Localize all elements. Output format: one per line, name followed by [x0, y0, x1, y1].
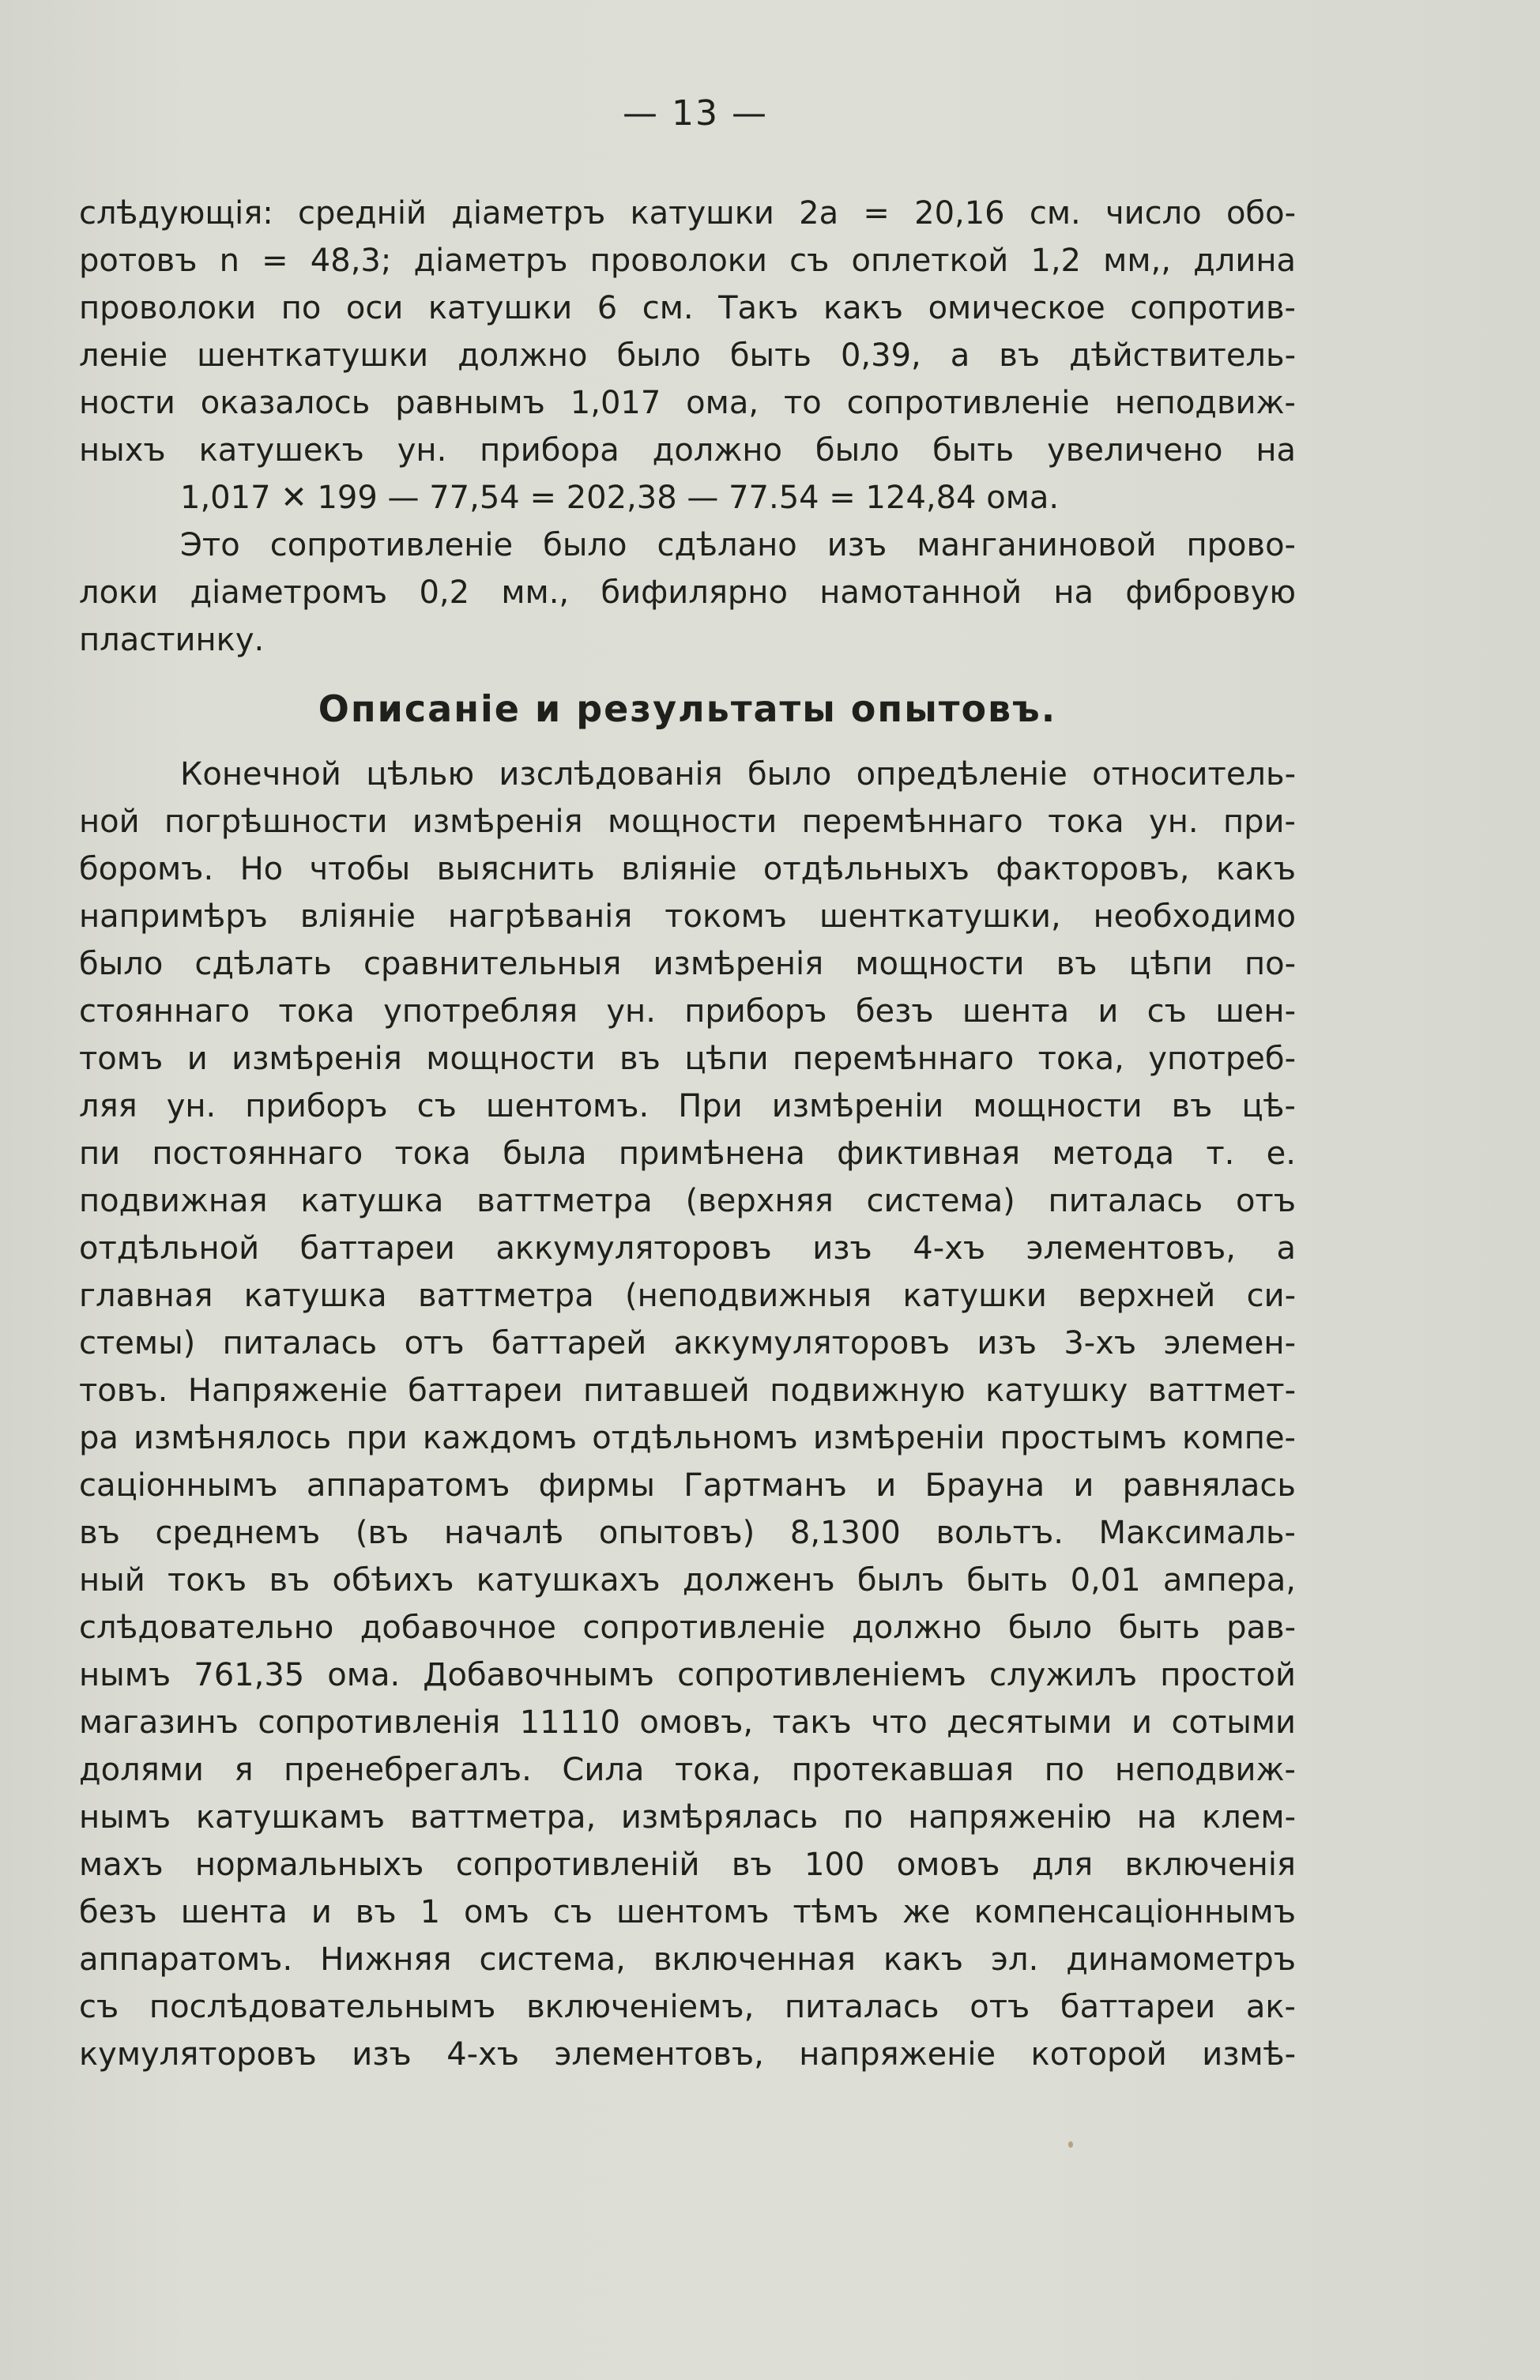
text-line: пи постояннаго тока была примѣнена фиктивная метода т. е. — [79, 1135, 1296, 1172]
text-line: съ послѣдовательнымъ включеніемъ, питалась отъ баттареи ак- — [79, 1989, 1296, 2025]
text-line: было сдѣлать сравнительныя измѣренія мощности въ цѣпи по- — [79, 946, 1296, 982]
text-line: стояннаго тока употребляя ун. приборъ безъ шента и съ шен- — [79, 993, 1296, 1030]
text-line: ра измѣнялось при каждомъ отдѣльномъ измѣреніи простымъ компе- — [79, 1420, 1296, 1456]
text-line: томъ и измѣренія мощности въ цѣпи перемѣннаго тока, употреб- — [79, 1041, 1296, 1077]
text-line: ности оказалось равнымъ 1,017 ома, то сопротивленіе неподвиж- — [79, 385, 1296, 421]
text-line: аппаратомъ. Нижняя система, включенная какъ эл. динамометръ — [79, 1941, 1296, 1978]
text-line: боромъ. Но чтобы выяснить вліяніе отдѣльныхъ факторовъ, какъ — [79, 851, 1296, 887]
text-line: ной погрѣшности измѣренія мощности перемѣннаго тока ун. при- — [79, 804, 1296, 840]
text-line: ный токъ въ обѣихъ катушкахъ долженъ былъ быть 0,01 ампера, — [79, 1562, 1296, 1599]
text-line: безъ шента и въ 1 омъ съ шентомъ тѣмъ же компенсаціоннымъ — [79, 1894, 1296, 1930]
text-line: леніе шенткатушки должно было быть 0,39, а въ дѣйствитель- — [79, 337, 1296, 374]
text-line: напримѣръ вліяніе нагрѣванія токомъ шенткатушки, необходимо — [79, 898, 1296, 935]
text-line: Конечной цѣлью изслѣдованія было опредѣленіе относитель- — [180, 756, 1296, 793]
text-line: кумуляторовъ изъ 4-хъ элементовъ, напряженіе которой измѣ- — [79, 2036, 1296, 2073]
text-line: отдѣльной баттареи аккумуляторовъ изъ 4-хъ элементовъ, а — [79, 1230, 1296, 1267]
text-line: въ среднемъ (въ началѣ опытовъ) 8,1300 вольтъ. Максималь- — [79, 1515, 1296, 1551]
paper-speck — [1068, 2141, 1073, 2148]
text-line: махъ нормальныхъ сопротивленій въ 100 омовъ для включенія — [79, 1847, 1296, 1883]
text-line: ротовъ n = 48,3; діаметръ проволоки съ оплеткой 1,2 мм,, длина — [79, 243, 1296, 279]
text-line: подвижная катушка ваттметра (верхняя система) питалась отъ — [79, 1183, 1296, 1219]
text-line: слѣдующія: средній діаметръ катушки 2a = 20,16 см. число обо- — [79, 195, 1296, 232]
text-line: долями я пренебрегалъ. Сила тока, протекавшая по неподвиж- — [79, 1752, 1296, 1788]
section-heading: Описаніе и результаты опытовъ. — [318, 687, 1057, 730]
text-line: проволоки по оси катушки 6 см. Такъ какъ омическое сопротив- — [79, 290, 1296, 326]
text-line: Это сопротивленіе было сдѣлано изъ манганиновой прово- — [180, 527, 1296, 563]
page-number: — 13 — — [623, 93, 768, 134]
text-line: нымъ 761,35 ома. Добавочнымъ сопротивленіемъ служилъ простой — [79, 1657, 1296, 1693]
text-line: главная катушка ваттметра (неподвижныя катушки верхней си- — [79, 1278, 1296, 1314]
text-line: стемы) питалась отъ баттарей аккумуляторовъ изъ 3-хъ элемен- — [79, 1325, 1296, 1361]
formula-line: 1,017 ✕ 199 — 77,54 = 202,38 — 77.54 = 124,84 ома. — [180, 480, 1060, 516]
text-line: пластинку. — [79, 622, 265, 658]
text-line: ныхъ катушекъ ун. прибора должно было быть увеличено на — [79, 432, 1296, 469]
text-line: товъ. Напряженіе баттареи питавшей подвижную катушку ваттмет- — [79, 1373, 1296, 1409]
text-line: ляя ун. приборъ съ шентомъ. При измѣреніи мощности въ цѣ- — [79, 1088, 1296, 1124]
paragraph-main — [79, 751, 1296, 2078]
text-line: слѣдовательно добавочное сопротивленіе должно было быть рав- — [79, 1610, 1296, 1646]
text-line: нымъ катушкамъ ваттметра, измѣрялась по напряженію на клем- — [79, 1799, 1296, 1836]
text-line: локи діаметромъ 0,2 мм., бифилярно намотанной на фибровую — [79, 574, 1296, 611]
text-line: саціоннымъ аппаратомъ фирмы Гартманъ и Брауна и равнялась — [79, 1467, 1296, 1504]
paragraph-intro — [79, 190, 1296, 664]
text-line: магазинъ сопротивленія 11110 омовъ, такъ что десятыми и сотыми — [79, 1704, 1296, 1741]
